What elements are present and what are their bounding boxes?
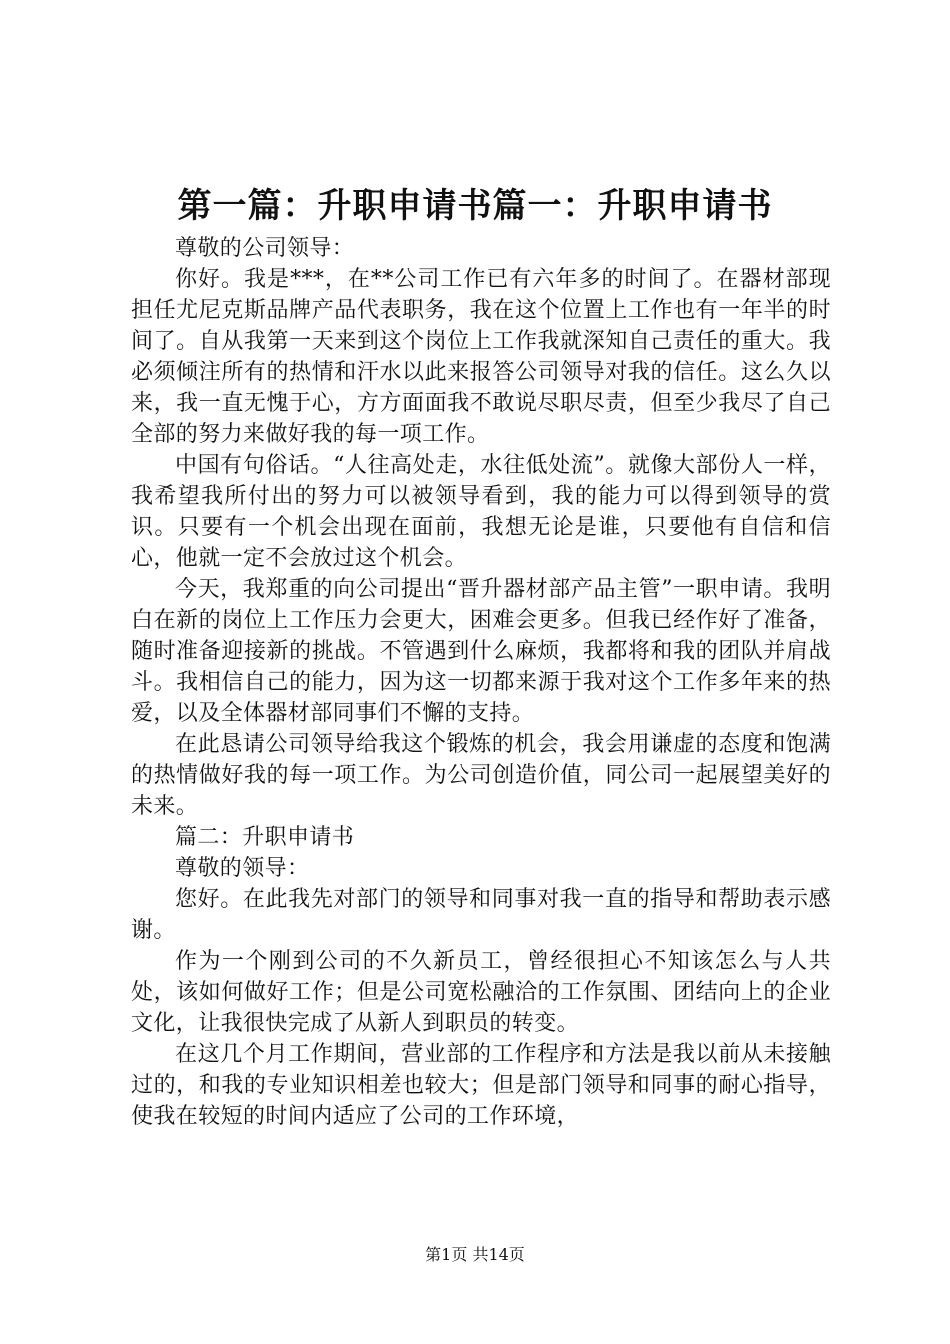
body-paragraph: 中国有句俗话。“人往高处走，水往低处流”。就像大部份人一样，我希望我所付出的努力可以被领导看到，我的能力可以得到领导的赏识。只要有一个机会出现在面前，我想无论是谁，只要他有自信和信心，他就一定不会放过这个机会。	[131, 453, 831, 571]
body-paragraph: 在此恳请公司领导给我这个锻炼的机会，我会用谦虚的态度和饱满的热情做好我的每一项工作。为公司创造价值，同公司一起展望美好的未来。	[131, 732, 831, 819]
document-title: 第一篇：升职申请书篇一：升职申请书	[177, 186, 773, 226]
body-paragraph: 您好。在此我先对部门的领导和同事对我一直的指导和帮助表示感谢。	[131, 887, 831, 943]
salutation-1: 尊敬的公司领导：	[175, 236, 355, 261]
body-paragraph: 今天，我郑重的向公司提出“晋升器材部产品主管”一职申请。我明白在新的岗位上工作压力会更大，困难会更多。但我已经作好了准备，随时准备迎接新的挑战。不管遇到什么麻烦，我都将和我的团队并肩战斗。我相信自己的能力，因为这一切都来源于我对这个工作多年来的热爱，以及全体器材部同事们不懈的支持。	[131, 577, 831, 726]
body-paragraph: 作为一个刚到公司的不久新员工，曾经很担心不知该怎么与人共处，该如何做好工作；但是公司宽松融洽的工作氛围、团结向上的企业文化，让我很快完成了从新人到职员的转变。	[131, 949, 831, 1036]
page-footer: 第1页 共14页	[425, 1245, 525, 1264]
document-body	[131, 233, 831, 1132]
body-paragraph: 在这几个月工作期间，营业部的工作程序和方法是我以前从未接触过的，和我的专业知识相差也较大；但是部门领导和同事的耐心指导，使我在较短的时间内适应了公司的工作环境，	[131, 1042, 831, 1129]
salutation-2: 尊敬的领导：	[175, 856, 310, 881]
body-paragraph: 你好。我是***，在**公司工作已有六年多的时间了。在器材部现担任尤尼克斯品牌产品代表职务，我在这个位置上工作也有一年半的时间了。自从我第一天来到这个岗位上工作我就深知自己责任的重大。我必须倾注所有的热情和汗水以此来报答公司领导对我的信任。这么久以来，我一直无愧于心，方方面面我不敢说尽职尽责，但至少我尽了自己全部的努力来做好我的每一项工作。	[131, 267, 831, 447]
section-heading: 篇二：升职申请书	[175, 825, 355, 850]
